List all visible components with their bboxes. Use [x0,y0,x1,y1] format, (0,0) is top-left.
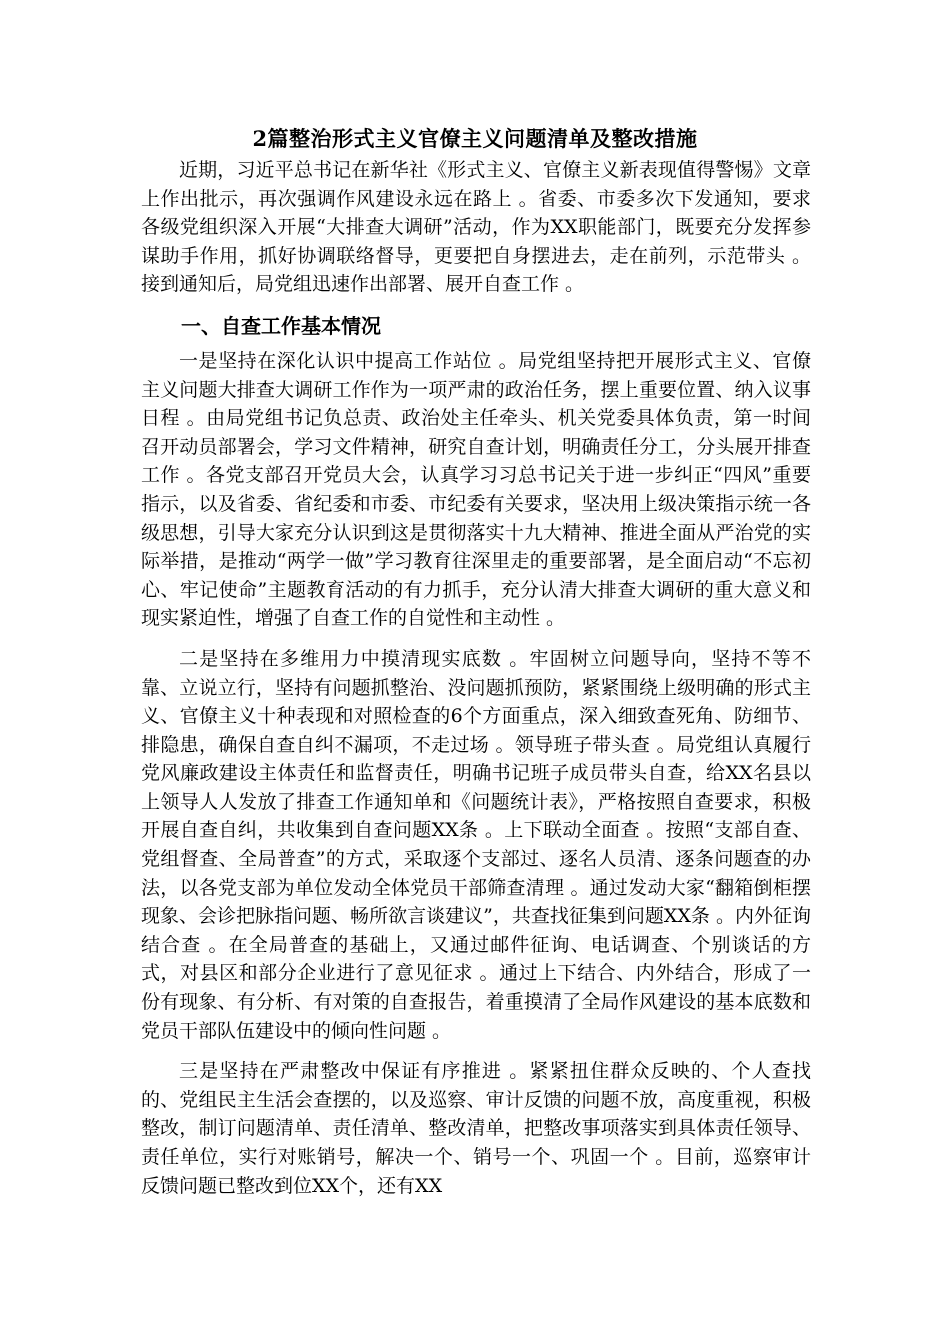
body-paragraph-2: 二是坚持在多维用力中摸清现实底数 。牢固树立问题导向，坚持不等不靠、立说立行，坚持有问题抓整治、没问题抓预防，紧紧围绕上级明确的形式主义、官僚主义十种表现和对照检查的6个方面重点，深入细致查死角、防细节、排隐患，确保自查自纠不漏项，不走过场 。领导班子带头查 。局党组认真履行党风廉政建设主体责任和监督责任，明确书记班子成员带头自查，给XX名县以上领导人人发放了排查工作通知单和《问题统计表》，严格按照自查要求，积极开展自查自纠，共收集到自查问题XX条 。上下联动全面查 。按照“支部自查、党组督查、全局普查”的方式，采取逐个支部过、逐名人员清、逐条问题查的办法，以各党支部为单位发动全体党员干部筛查清理 。通过发动大家“翻箱倒柜摆现象、会诊把脉指问题、畅所欲言谈建议”，共查找征集到问题XX条 。内外征询结合查 。在全局普查的基础上，又通过邮件征询、电话调查、个别谈话的方式，对县区和部分企业进行了意见征求 。通过上下结合、内外结合，形成了一份有现象、有分析、有对策的自查报告，着重摸清了全局作风建设的基本底数和党员干部队伍建设中的倾向性问题 。 [141,647,811,1042]
body-paragraph-3: 三是坚持在严肃整改中保证有序推进 。紧紧扭住群众反映的、个人查找的、党组民主生活会查摆的，以及巡察、审计反馈的问题不放，高度重视，积极整改，制订问题清单、责任清单、整改清单，把整改事项落实到具体责任领导、责任单位，实行对账销号，解决一个、销号一个、巩固一个 。目前，巡察审计反馈问题已整改到位XX个，还有XX [141,1060,811,1197]
document-body [141,156,811,1212]
intro-paragraph: 近期，习近平总书记在新华社《形式主义、官僚主义新表现值得警惕》文章上作出批示，再次强调作风建设永远在路上 。省委、市委多次下发通知，要求各级党组织深入开展“大排查大调研”活动，作为XX职能部门，既要充分发挥参谋助手作用，抓好协调联络督导，更要把自身摆进去，走在前列，示范带头 。接到通知后，局党组迅速作出部署、展开自查工作 。 [141,159,811,296]
body-paragraph-1: 一是坚持在深化认识中提高工作站位 。局党组坚持把开展形式主义、官僚主义问题大排查大调研工作作为一项严肃的政治任务，摆上重要位置、纳入议事日程 。由局党组书记负总责、政治处主任牵头、机关党委具体负责，第一时间召开动员部署会，学习文件精神，研究自查计划，明确责任分工，分头展开排查工作 。各党支部召开党员大会，认真学习习总书记关于进一步纠正“四风”重要指示，以及省委、省纪委和市委、市纪委有关要求，坚决用上级决策指示统一各级思想，引导大家充分认识到这是贯彻落实十九大精神、推进全面从严治党的实际举措，是推动“两学一做”学习教育往深里走的重要部署，是全面启动“不忘初心、牢记使命”主题教育活动的有力抓手，充分认清大排查大调研的重大意义和现实紧迫性，增强了自查工作的自觉性和主动性 。 [141,349,811,630]
section-heading: 一、自查工作基本情况 [181,313,381,338]
document-title: 2篇整治形式主义官僚主义问题清单及整改措施 [252,126,698,151]
